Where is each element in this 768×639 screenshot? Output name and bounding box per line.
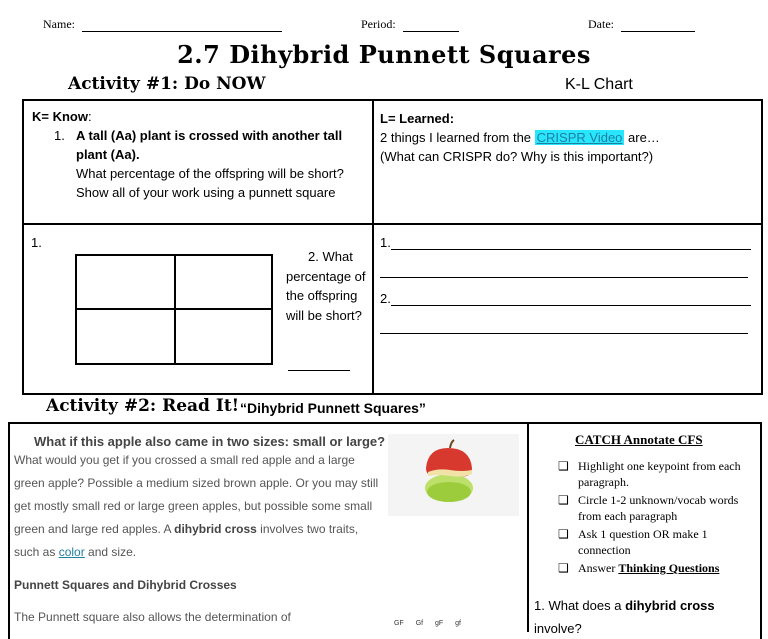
answer1-number: 1. [380, 235, 391, 250]
learned-label: L= Learned: [380, 111, 455, 126]
work-number: 1. [31, 235, 42, 250]
reading-text-1: What would you get if you crossed a small red apple and a large green apple? Possible a medium sized brown apple. Or you may still get mostly small red or large green apples, but possible some small green and large red apples. A [14, 453, 379, 536]
name-label: Name: [43, 17, 75, 31]
cfs-item-text: Answer [578, 561, 619, 575]
cfs-question-prefix: 1. What does a [534, 598, 626, 613]
answer1-line-b[interactable] [380, 277, 748, 278]
know-question-text: What percentage of the offspring will be short? Show all of your work using a punnett square [76, 166, 344, 200]
checkbox-icon: ❑ [558, 459, 569, 473]
reading-divider [527, 422, 529, 632]
q2-number: 2. [308, 249, 319, 264]
date-blank[interactable] [621, 19, 695, 32]
name-blank[interactable] [82, 19, 282, 32]
learned-prompt-sub: (What can CRISPR do? Why is this important?) [380, 149, 654, 164]
cfs-question-1 [534, 598, 715, 613]
cfs-item-ask [558, 526, 758, 558]
checkbox-icon: ❑ [558, 493, 569, 507]
answer2-line-a[interactable] [391, 305, 751, 306]
thinking-questions-label: Thinking Questions [618, 561, 720, 575]
know-label: K= Know [32, 109, 88, 124]
checkbox-icon: ❑ [558, 561, 569, 575]
q2-text: What percentage of the offspring will be short? [286, 249, 366, 323]
answer1-line-a[interactable] [391, 249, 751, 250]
period-field[interactable] [361, 17, 459, 32]
dihybrid-cross-term: dihybrid cross [174, 522, 257, 536]
gamete-label: Gf [415, 620, 424, 627]
activity2-subtitle: “Dihybrid Punnett Squares” [240, 400, 426, 416]
reading-paragraph-2: The Punnett square also allows the determination of [14, 610, 291, 624]
date-field[interactable] [588, 17, 695, 32]
apple-image [388, 434, 519, 516]
activity2-heading: Activity #2: Read It! [46, 396, 240, 416]
kl-chart-label: K-L Chart [565, 76, 633, 93]
answer2-number: 2. [380, 291, 391, 306]
learned-prompt-after: are… [624, 130, 660, 145]
period-blank[interactable] [403, 19, 459, 32]
learned-cell [373, 100, 762, 224]
answers-cell [373, 224, 762, 394]
reading-paragraph [14, 449, 382, 564]
punnett-square[interactable] [75, 254, 273, 365]
date-label: Date: [588, 17, 614, 31]
apple-icon [388, 434, 519, 516]
q2-answer-blank[interactable] [288, 370, 350, 371]
learned-prompt-before: 2 things I learned from the [380, 130, 535, 145]
name-field[interactable] [43, 17, 282, 32]
cfs-list [558, 458, 758, 576]
know-cell: K= Know: 1. A tall (Aa) plant is crossed with another tall plant (Aa). What percentage of the offspring will be short? Show all of your work using a punnett square [23, 100, 373, 224]
cfs-title: CATCH Annotate CFS [575, 432, 703, 447]
cfs-item-text: Ask 1 question OR make 1 connection [578, 527, 708, 557]
answer2-line-b[interactable] [380, 333, 748, 334]
know-question-bold: A tall (Aa) plant is crossed with another tall plant (Aa). [76, 128, 343, 162]
reading-subheading: Punnett Squares and Dihybrid Crosses [14, 578, 237, 592]
activity1-heading: Activity #1: Do NOW [68, 74, 266, 94]
page-title: 2.7 Dihybrid Punnett Squares [177, 40, 591, 69]
cfs-item-highlight [558, 458, 758, 490]
checkbox-icon: ❑ [558, 527, 569, 541]
kl-chart-table [22, 99, 763, 395]
cfs-question-tail: involve? [534, 621, 582, 636]
know-item-number: 1. [54, 128, 65, 143]
crispr-video-link[interactable]: CRISPR Video [536, 130, 623, 145]
reading-question: What if this apple also came in two sizes: small or large? [34, 434, 386, 449]
q2-block [286, 247, 368, 325]
cfs-item-answer [558, 560, 758, 576]
gamete-labels [394, 620, 461, 627]
reading-text-2: involves two traits, such as [14, 522, 359, 559]
gamete-label: gF [435, 620, 444, 627]
gamete-label: GF [394, 620, 404, 627]
cfs-item-circle [558, 492, 758, 524]
gamete-label: gf [455, 620, 461, 627]
work-cell [23, 224, 373, 394]
cfs-item-text: Highlight one keypoint from each paragraph. [578, 459, 741, 489]
reading-text-3: and size. [84, 545, 137, 559]
period-label: Period: [361, 17, 396, 31]
cfs-question-bold: dihybrid cross [625, 598, 715, 613]
cfs-item-text: Circle 1-2 unknown/vocab words from each paragraph [578, 493, 739, 523]
color-link[interactable]: color [58, 545, 85, 559]
